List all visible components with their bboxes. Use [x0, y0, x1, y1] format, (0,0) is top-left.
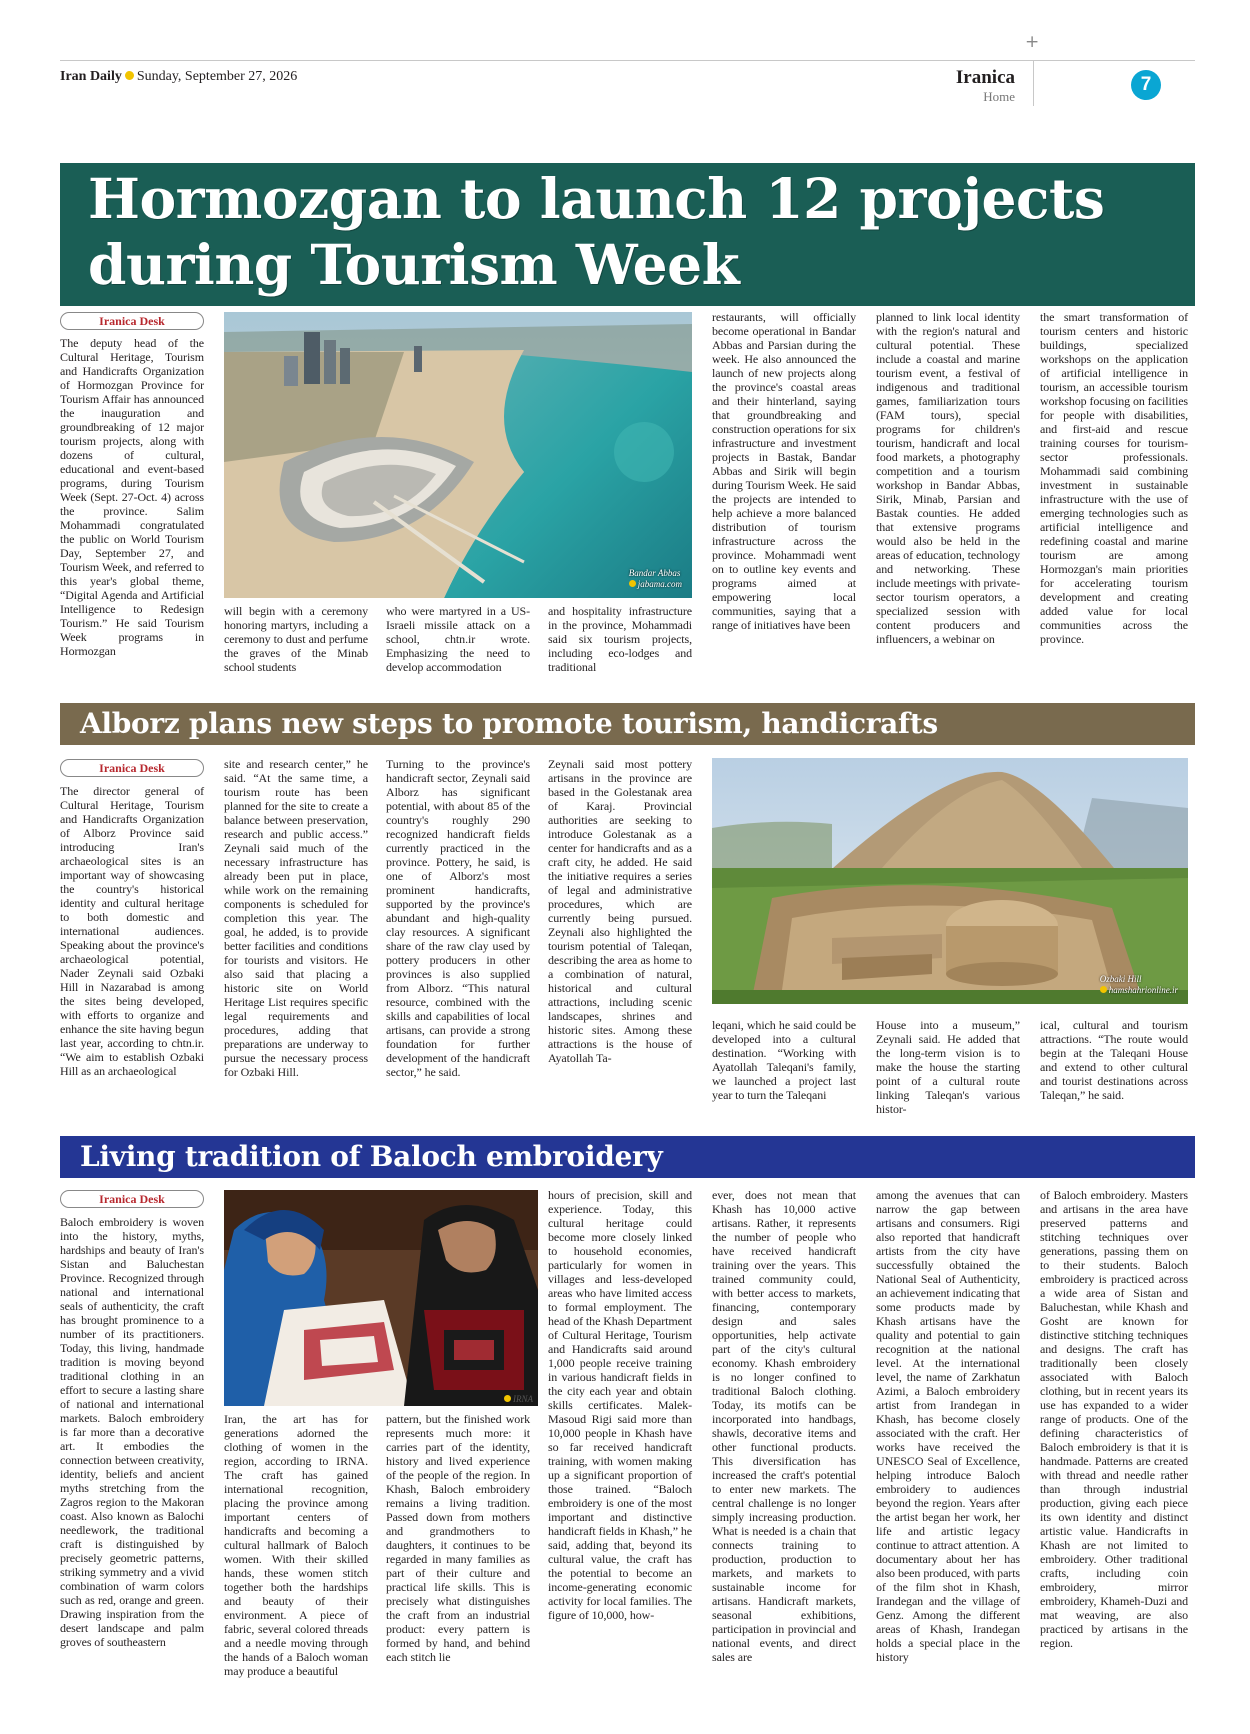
article2-photo-credit	[1100, 985, 1178, 996]
page-header	[60, 60, 1195, 108]
header-divider	[1033, 60, 1034, 106]
article3-photo-credit-text: IRNA	[513, 1394, 533, 1404]
article2-column-6-text: House into a museum,” Zeynali said. He added that the long-term vision is to make the house the starting point of a cultural route linking Taleqan's various histor-	[876, 1018, 1020, 1116]
article3-column-4	[548, 1188, 692, 1622]
newspaper-name: Iran Daily	[60, 69, 122, 84]
article3-column-5	[712, 1188, 856, 1664]
article2-photo-caption	[1100, 974, 1178, 996]
article2-column-7-text: ical, cultural and tourism attractions. “The route would begin at the Taleqani House and extend to other cultural and tourist destinations across Taleqan,” he said.	[1040, 1018, 1188, 1102]
article3-column-3	[386, 1412, 530, 1664]
article1-photo-credit	[629, 579, 682, 590]
article2-headline-banner	[60, 703, 1195, 745]
bullet-dot-icon	[125, 71, 134, 80]
article3-headline-banner	[60, 1136, 1195, 1178]
article1-column-6	[876, 310, 1020, 646]
registration-mark-icon: +	[1025, 32, 1040, 52]
section-heading	[956, 67, 1015, 105]
article1-headline-line1: Hormozgan to launch 12 projects	[88, 166, 1105, 231]
article3-column-2-text: Iran, the art has for generations adorned the clothing of women in the region, according to IRNA. The craft has gained international recognition, placing the province among important centers of handicrafts and becoming a cultural hallmark of Baloch women. With their skilled hands, these women stitch together both the hardships and beauty of their environment. A piece of fabric, several colored threads and a needle moving through the hands of a Baloch woman may produce a beautiful	[224, 1412, 368, 1678]
article1-column-2	[224, 604, 368, 674]
article3-column-6-text: among the avenues that can narrow the gap between artisans and consumers. Rigi also reported that handicraft artists from the city have successfully obtained the National Seal of Authenticity, an achievement indicating that some products made by Khash artisans have the quality and potential to gain recognition at the national level. At the international level, the name of Zarkhatun Azimi, a Baloch embroidery artist from Irandegan in Khash, has become closely associated with the craft. Her works have received the UNESCO Seal of Excellence, helping introduce Baloch embroidery to audiences beyond the region. Years after the artist began her work, her life and artistic legacy continue to attract attention. A documentary about her has also been produced, with parts of the film shot in Khash, Irandegan and the village of Genz. Among the different areas of Khash, Irandegan holds a special place in the history	[876, 1188, 1020, 1664]
article3-desk-label: Iranica Desk	[60, 1190, 204, 1208]
article1-photo-credit-text: jabama.com	[637, 579, 682, 589]
article1-column-4-text: and hospitality infrastructure in the province, Mohammadi said six tourism projects, including eco-lodges and traditional	[548, 604, 692, 674]
article1-column-3-text: who were martyred in a US-Israeli missile attack on a school, chtn.ir wrote. Emphasizing the need to develop accommodation	[386, 604, 530, 674]
article1-headline	[88, 166, 1104, 298]
article3-column-6	[876, 1188, 1020, 1664]
article1-column-7-text: the smart transformation of tourism centers and historic buildings, specialized workshops on the application of artificial intelligence in tourism, an accessible tourism workshop focusing on facilities for people with disabilities, and first-aid and rescue training courses for tourism-sector professionals. Mohammadi said combining investment in sustainable infrastructure with the use of emerging technologies such as artificial intelligence and redefining coastal and marine tourism are among Hormozgan's main priorities for accelerating tourism development and creating added value for local communities across the province.	[1040, 310, 1188, 646]
page-number-badge: 7	[1131, 70, 1161, 100]
issue-date: Sunday, September 27, 2026	[136, 69, 298, 84]
article2-column-7	[1040, 1018, 1188, 1102]
article3-column-4-text: hours of precision, skill and experience. Today, this cultural heritage could become more closely linked to household economies, particularly for women in villages and less-developed areas who have limited access to formal employment. The head of the Khash Department of Cultural Heritage, Tourism and Handicrafts said around 1,000 people receive training in various handicraft fields in the city each year and obtain skills certificates. Malek-Masoud Rigi said more than 10,000 people in Khash have so far received handicraft training, with women making up a significant proportion of those trained. “Baloch embroidery is one of the most important and distinctive handicraft fields in Khash,” he said, adding that, beyond its cultural value, the craft has the potential to become an income-generating economic activity for local families. The figure of 10,000, how-	[548, 1188, 692, 1622]
article1-column-1-text: The deputy head of the Cultural Heritage, Tourism and Handicrafts Organization of Hormozgan Province for Tourism Affair has announced the inauguration and groundbreaking of 12 major tourism projects, along with dozens of cultural, educational and event-based programs, during Tourism Week (Sept. 27-Oct. 4) across the province. Salim Mohammadi congratulated the public on World Tourism Day, September 27, and Tourism Week, and referred to this year's global theme, “Digital Agenda and Artificial Intelligence to Redesign Tourism.” He said Tourism Week programs in Hormozgan	[60, 336, 204, 658]
article1-column-5-text: restaurants, will officially become operational in Bandar Abbas and Parsian during the week. He also announced the launch of new projects along the province's coastal areas and their hinterland, saying that groundbreaking and construction operations for six infrastructure and investment projects in Bastak, Bandar Abbas and Sirik will begin during Tourism Week. He said the projects are intended to help achieve a more balanced distribution of tourism infrastructure across the province. Mohammadi went on to outline key events and programs aimed at empowering local communities, saying that a range of initiatives have been	[712, 310, 856, 632]
section-subtitle: Home	[983, 89, 1015, 104]
article2-column-1-text: The director general of Cultural Heritage, Tourism and Handicrafts Organization of Alborz Province said introducing Iran's archaeological sites is an important way of showcasing the country's historical identity and cultural heritage to both domestic and international audiences. Speaking about the province's archaeological potential, Nader Zeynali said Ozbaki Hill in Nazarabad is among the sites being developed, with efforts to organize and enhance the site having begun last year, according to chtn.ir. “We aim to establish Ozbaki Hill as an archaeological	[60, 784, 204, 1078]
ozbaki-hill-image	[712, 758, 1188, 1004]
article1-column-2-text: will begin with a ceremony honoring martyrs, including a ceremony to dust and perfume the graves of the Minab school students	[224, 604, 368, 674]
article1-caption-text: Bandar Abbas	[628, 568, 681, 578]
article3-headline: Living tradition of Baloch embroidery	[80, 1140, 663, 1173]
article1-photo-caption	[629, 568, 682, 590]
article3-column-1-text: Baloch embroidery is woven into the history, myths, hardships and beauty of Iran's Sistan and Baluchestan Province. Recognized through national and international seals of authenticity, the craft has brought prominence to a number of its practitioners. Today, this living, handmade tradition is moving beyond traditional clothing in an effort to secure a lasting share of national and international markets. Baloch embroidery is far more than a decorative art. It embodies the connection between creativity, identity, beliefs and ancient myths stretching from the Zagros region to the Makoran coast. Also known as Balochi needlework, the traditional craft is distinguished by precisely geometric patterns, striking symmetry and a vivid combination of warm colors such as red, orange and green. Drawing inspiration from the desert landscape and palm groves of southeastern	[60, 1215, 204, 1649]
article2-column-5	[712, 1018, 856, 1102]
article2-photo-ozbaki-hill	[712, 758, 1188, 1004]
article3-photo-credit	[504, 1394, 533, 1404]
article2-column-1	[60, 784, 204, 1078]
article2-column-4-text: Zeynali said most pottery artisans in the province are based in the Golestanak area of Karaj. Provincial authorities are seeking to introduce Golestanak as a center for handicrafts and as a craft city, he added. He said the initiative requires a series of legal and administrative procedures, which are currently being pursued. Zeynali also highlighted the tourism potential of Taleqan, describing the area as home to a combination of natural, historical and cultural attractions, including scenic landscapes, shrines and historic sites. Among these attractions is the house of Ayatollah Ta-	[548, 757, 692, 1065]
article3-photo-embroidery	[224, 1190, 538, 1406]
article3-column-7	[1040, 1188, 1188, 1650]
article1-column-6-text: planned to link local identity with the region's natural and cultural potential. These include a coastal and marine tourism event, a festival of indigenous and traditional games, familiarization tours (FAM tours), special programs for children's tourism, handicraft and local food markets, a photography competition and a tourism workshop in Bandar Abbas, Sirik, Minab, Parsian and Bastak counties. He added that extensive programs would also be held in the areas of education, technology and networking. These include meetings with private-sector tourism operators, a specialized session with content producers and influencers, a webinar on	[876, 310, 1020, 646]
article1-column-1	[60, 336, 204, 658]
article2-caption-text: Ozbaki Hill	[1099, 974, 1142, 984]
article1-column-5	[712, 310, 856, 632]
article1-headline-line2: during Tourism Week	[88, 232, 740, 297]
article2-column-5-text: leqani, which he said could be developed into a cultural destination. “Working with Ayatollah Taleqani's family, we launched a project last year to turn the Taleqani	[712, 1018, 856, 1102]
article1-column-7	[1040, 310, 1188, 646]
article1-column-3	[386, 604, 530, 674]
article3-column-3-text: pattern, but the finished work represents much more: it carries part of the identity, history and lived experience of the people of the region. In Khash, Baloch embroidery remains a living tradition. Passed down from mothers and grandmothers to daughters, it continues to be regarded in many families as part of their culture and practical life skills. This is precisely what distinguishes the craft from an industrial product: every pattern is formed by hand, and behind each stitch lie	[386, 1412, 530, 1664]
article2-column-6	[876, 1018, 1020, 1116]
article1-column-4	[548, 604, 692, 674]
article1-desk-label: Iranica Desk	[60, 312, 204, 330]
article2-column-2	[224, 757, 368, 1079]
article2-photo-credit-text: hamshahrionline.ir	[1108, 985, 1178, 995]
credit-dot-icon	[504, 1395, 511, 1402]
article1-photo-bandar-abbas	[224, 312, 692, 598]
credit-dot-icon	[629, 580, 636, 587]
masthead	[60, 69, 297, 85]
article3-column-1	[60, 1215, 204, 1649]
article2-column-3	[386, 757, 530, 1079]
baloch-embroidery-women-image	[224, 1190, 538, 1406]
article3-column-7-text: of Baloch embroidery. Masters and artisans in the area have preserved patterns and stitching techniques over generations, passing them on to their students. Baloch embroidery is practiced across a wide area of Sistan and Baluchestan, while Khash and Gosht are known for distinctive stitching techniques and designs. The craft has traditionally been closely associated with Baloch clothing, but in recent years its use has expanded to a wider range of products. One of the defining characteristics of Baloch embroidery is that it is handmade. Patterns are created with thread and needle rather than through industrial production, giving each piece its own identity and distinct artistic value. Handicrafts in Khash are not limited to embroidery. Other traditional crafts, including coin embroidery, mirror embroidery, Khameh-Duzi and mat weaving, are also practiced by artisans in the region.	[1040, 1188, 1188, 1650]
article3-column-5-text: ever, does not mean that Khash has 10,000 active artisans. Rather, it represents the number of people who have received handicraft training over the years. This trained community could, with better access to markets, financing, contemporary design and sales opportunities, help activate part of the city's cultural economy. Khash embroidery is no longer confined to traditional Baloch clothing. Today, its motifs can be incorporated into handbags, shawls, decorative items and other functional products. This diversification has increased the craft's potential to enter new markets. The central challenge is no longer simply increasing production. What is needed is a chain that connects training to production, production to markets, and markets to sustainable income for artisans. Handicraft markets, seasonal exhibitions, participation in provincial and national events, and direct sales are	[712, 1188, 856, 1664]
credit-dot-icon	[1100, 986, 1107, 993]
article2-column-2-text: site and research center,” he said. “At the same time, a tourism route has been planned for the site to create a balance between preservation, research and public access.” Zeynali said much of the necessary infrastructure has already been put in place, while work on the remaining components is scheduled for completion this year. The goal, he added, is to provide better facilities and conditions for tourists and visitors. He also said that placing a historic site on World Heritage List requires specific legal requirements and procedures, adding that preparations are underway to pursue the necessary process for Ozbaki Hill.	[224, 757, 368, 1079]
article1-headline-banner	[60, 163, 1195, 306]
bandar-abbas-aerial-image	[224, 312, 692, 598]
article2-column-3-text: Turning to the province's handicraft sector, Zeynali said Alborz has significant potential, with about 85 of the country's roughly 290 recognized handicraft fields currently practiced in the province. Pottery, he said, is one of Alborz's most prominent handicrafts, supported by the province's abundant and high-quality clay resources. A significant share of the raw clay used by pottery producers in other provinces is also supplied from Alborz. “This natural resource, combined with the skills and capabilities of local artisans, can provide a strong foundation for further development of the handicraft sector,” he said.	[386, 757, 530, 1079]
article2-column-4	[548, 757, 692, 1065]
article2-headline: Alborz plans new steps to promote tourism, handicrafts	[80, 707, 938, 740]
article3-column-2	[224, 1412, 368, 1678]
section-title: Iranica	[955, 67, 1015, 88]
article2-desk-label: Iranica Desk	[60, 759, 204, 777]
